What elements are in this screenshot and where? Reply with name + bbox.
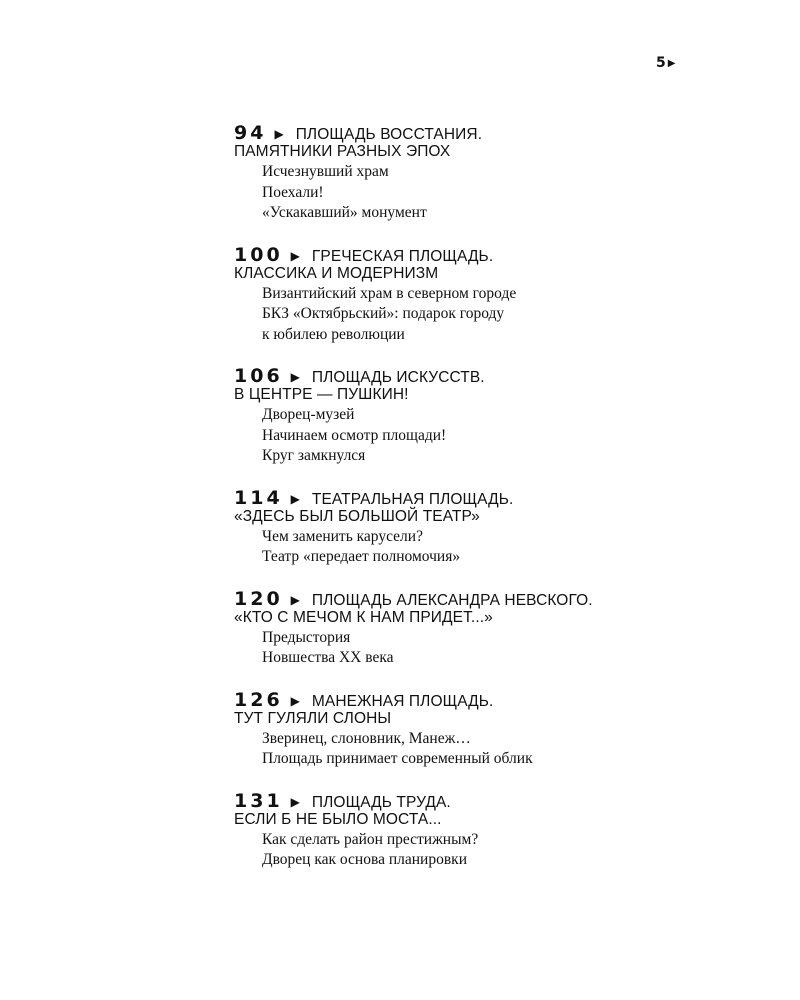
entry-title-line2: ТУТ ГУЛЯЛИ СЛОНЫ <box>234 709 392 727</box>
entry-subsection: к юбилею революции <box>262 325 405 343</box>
entry-title-line2: В ЦЕНТРЕ — ПУШКИН! <box>234 386 409 403</box>
toc-entry[interactable] <box>234 365 754 467</box>
triangle-right-icon: ▶ <box>290 794 300 809</box>
triangle-right-icon: ▶ <box>667 57 676 69</box>
triangle-right-icon: ▶ <box>274 127 284 141</box>
entry-title-line1: ПЛОЩАДЬ ТРУДА. <box>311 793 451 811</box>
entry-subsection: БКЗ «Октябрьский»: подарок городу <box>262 305 505 322</box>
entry-title-line1: ПЛОЩАДЬ ВОССТАНИЯ. <box>295 126 483 143</box>
entry-title-line2: КЛАССИКА И МОДЕРНИЗМ <box>234 264 439 282</box>
entry-page-number: 106 <box>234 365 283 387</box>
entry-subsection: Чем заменить карусели? <box>262 527 423 545</box>
triangle-right-icon: ▶ <box>290 491 300 506</box>
entry-title-line2: ПАМЯТНИКИ РАЗНЫХ ЭПОХ <box>234 143 451 160</box>
triangle-right-icon: ▶ <box>290 592 300 607</box>
entry-page-number: 114 <box>234 486 283 509</box>
toc-entry[interactable] <box>234 689 754 770</box>
toc-entry[interactable] <box>234 588 754 669</box>
entry-page-number: 100 <box>234 243 283 266</box>
triangle-right-icon: ▶ <box>290 248 300 263</box>
page-number-value: 5 <box>656 55 666 71</box>
entry-title-line2: «ЗДЕСЬ БЫЛ БОЛЬШОЙ ТЕАТР» <box>234 507 480 525</box>
entry-subsection: Византийский храм в северном городе <box>262 284 517 302</box>
entry-subsection: Дворец как основа планировки <box>262 851 467 868</box>
page-number <box>656 55 675 71</box>
entry-page-number: 120 <box>234 587 283 610</box>
toc-entry[interactable] <box>234 790 754 871</box>
entry-subsection: Предыстория <box>262 628 351 646</box>
triangle-right-icon: ▶ <box>290 370 300 384</box>
entry-title-line1: ТЕАТРАЛЬНАЯ ПЛОЩАДЬ. <box>311 490 514 508</box>
entry-title-line1: ПЛОЩАДЬ АЛЕКСАНДРА НЕВСКОГО. <box>311 591 593 609</box>
entry-subsection: Круг замкнулся <box>262 447 366 464</box>
entry-subsection: Театр «передает полномочия» <box>262 548 461 565</box>
toc-entry[interactable] <box>234 487 754 568</box>
toc-entry[interactable] <box>234 244 754 346</box>
entry-subsection: Площадь принимает современный облик <box>262 750 533 767</box>
entry-title-line1: ПЛОЩАДЬ ИСКУССТВ. <box>311 369 485 386</box>
entry-title-line1: МАНЕЖНАЯ ПЛОЩАДЬ. <box>311 692 494 710</box>
entry-subsection: Исчезнувший храм <box>262 163 389 180</box>
entry-page-number: 131 <box>234 789 283 812</box>
entry-subsection: Как сделать район престижным? <box>262 830 479 848</box>
entry-subsection: Зверинец, слоновник, Манеж… <box>262 729 471 747</box>
entry-title-line2: ЕСЛИ Б НЕ БЫЛО МОСТА... <box>234 810 442 828</box>
table-of-contents <box>234 122 754 891</box>
entry-subsection: Дворец-музей <box>262 406 355 423</box>
entry-page-number: 126 <box>234 688 283 711</box>
triangle-right-icon: ▶ <box>290 693 300 708</box>
entry-page-number: 94 <box>234 122 267 144</box>
entry-subsection: Новшества XX века <box>262 649 394 666</box>
toc-entry[interactable] <box>234 122 754 224</box>
entry-subsection: «Ускакавший» монумент <box>262 204 427 221</box>
entry-subsection: Поехали! <box>262 183 324 201</box>
entry-title-line1: ГРЕЧЕСКАЯ ПЛОЩАДЬ. <box>311 247 494 265</box>
entry-title-line2: «КТО С МЕЧОМ К НАМ ПРИДЕТ...» <box>234 608 493 626</box>
entry-subsection: Начинаем осмотр площади! <box>262 426 447 444</box>
